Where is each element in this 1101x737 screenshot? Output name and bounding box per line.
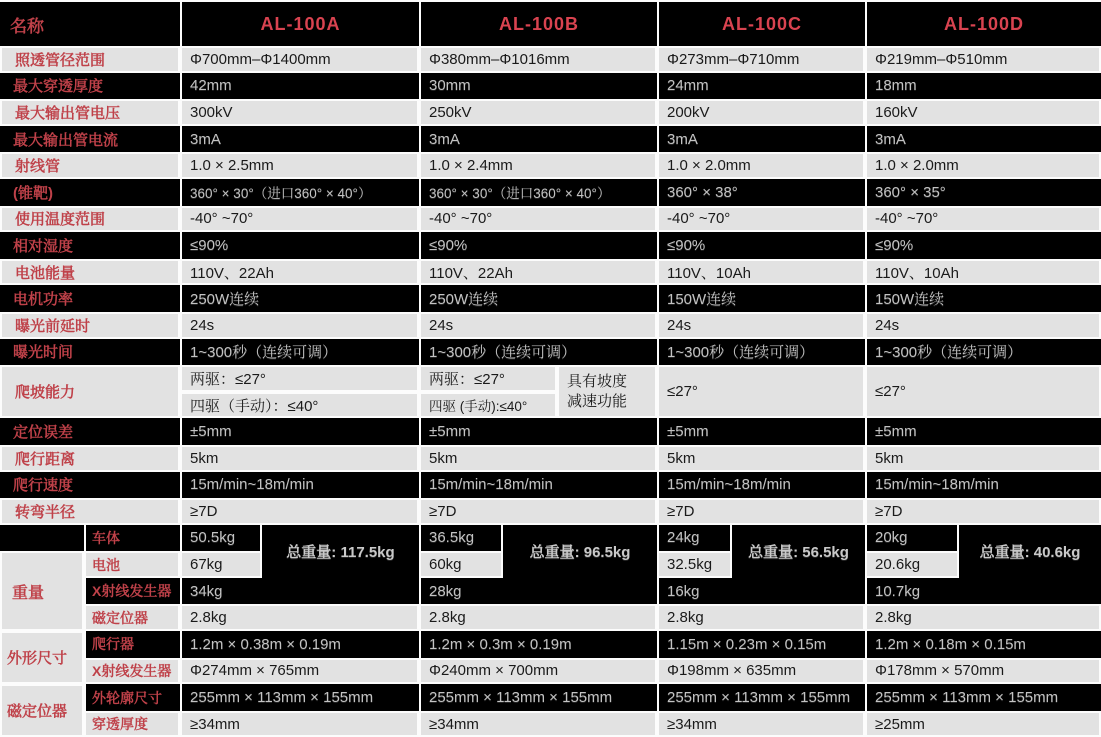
note-line1: 具有坡度 [567,373,628,391]
climb-al100d: ≤27° [865,365,1101,418]
value-al100b: 3mA [419,126,657,153]
climb-al100a [180,365,419,418]
value-al100d: -40° ~70° [865,206,1101,233]
product-header-al100d: AL-100D [865,2,1101,46]
weight-magnetic-locator-label: 磁定位器 [84,604,180,631]
row-relative-humidity [0,232,1101,259]
row-label: 最大穿透厚度 [13,78,104,96]
climb-slope-deceleration-note [557,365,657,418]
value-al100b: ≤90% [419,232,657,259]
value-al100d: 18mm [865,73,1101,100]
value-al100b: 5km [419,445,657,472]
value-al100a: 300kV [180,99,419,126]
value-al100c: 200kV [657,99,865,126]
weight-al100a-top [180,525,419,578]
row-label: 最大输出管电压 [0,99,180,126]
weight-total: 总重量: 40.6kg [979,543,1081,561]
crawler-dimensions-value: 1.15m × 0.23m × 0.15m [657,631,865,658]
penetration-thickness-value: ≥34mm [419,711,657,737]
value-al100a: 250W连续 [180,285,419,312]
weight-group-label: 重量 [0,551,84,631]
value-al100b: ±5mm [419,418,657,445]
weight-xray-generator-label: X射线发生器 [84,578,180,605]
penetration-thickness-label: 穿透厚度 [84,711,180,737]
outline-dimensions-value: 255mm × 113mm × 155mm [180,684,419,711]
table-header-row [0,2,1101,46]
value-al100b: 250kV [419,99,657,126]
value-al100d: 1.0 × 2.0mm [865,152,1101,179]
product-header-al100b: AL-100B [419,2,657,46]
value-al100b: 30mm [419,73,657,100]
value-al100d: 160kV [865,99,1101,126]
row-magnetic-locator-group [0,684,1101,737]
climb-four-wheel: 四驱（手动）：≤40° [180,392,419,419]
value-al100b: 1.0 × 2.4mm [419,152,657,179]
weight-group-label-column [0,525,84,631]
product-header-al100c: AL-100C [657,2,865,46]
row-label: 定位误差 [13,424,74,442]
row-cone-target [0,179,1101,206]
weight-total: 总重量: 96.5kg [529,543,631,561]
value-al100d: 1~300秒（连续可调） [865,339,1101,366]
row-label: 曝光前延时 [0,312,180,339]
row-label: 照透管径范围 [0,46,180,73]
row-turning-radius [0,498,1101,525]
value-al100a: -40° ~70° [180,206,419,233]
row-pipe-diameter-range [0,46,1101,73]
dimensions-al100d [865,631,1101,684]
weight-battery-value: 32.5kg [657,551,732,578]
value-al100a: 24s [180,312,419,339]
value-al100b: 15m/min~18m/min [419,472,657,499]
value-al100a: 360° × 30°（进口360° × 40°） [180,179,419,206]
weight-al100c-top [657,525,865,578]
row-operating-temp-range [0,206,1101,233]
dimensions-xray-generator-label: X射线发生器 [84,658,180,685]
value-al100c: 24mm [657,73,865,100]
climb-four-wheel: 四驱 (手动):≤40° [419,392,557,419]
value-al100d: Φ219mm–Φ510mm [865,46,1101,73]
row-label: 转弯半径 [0,498,180,525]
weight-body-value: 36.5kg [419,525,503,552]
value-al100c: 1.0 × 2.0mm [657,152,865,179]
weight-xray-generator-value: 10.7kg [865,578,1101,605]
value-al100c: 15m/min~18m/min [657,472,865,499]
row-max-penetration-thickness [0,73,1101,100]
penetration-thickness-value: ≥34mm [657,711,865,737]
value-al100a: 42mm [180,73,419,100]
value-al100c: Φ273mm–Φ710mm [657,46,865,73]
weight-battery-value: 67kg [180,551,262,578]
magnetic-locator-sub-labels [84,684,180,737]
value-al100d: 5km [865,445,1101,472]
value-al100a: 15m/min~18m/min [180,472,419,499]
climb-two-wheel: 两驱：≤27° [419,365,557,392]
value-al100c: ≥7D [657,498,865,525]
weight-magnetic-locator-value: 2.8kg [419,604,657,631]
value-al100a: Φ700mm–Φ1400mm [180,46,419,73]
row-positioning-error [0,418,1101,445]
value-al100c: -40° ~70° [657,206,865,233]
product-header-al100a: AL-100A [180,2,419,46]
row-travel-speed [0,472,1101,499]
xray-generator-dimensions-value: Φ178mm × 570mm [865,658,1101,685]
row-climb-ability [0,365,1101,418]
weight-al100b-values [419,525,503,578]
row-label: 爬行速度 [13,477,74,495]
value-al100d: 24s [865,312,1101,339]
climb-al100b-values [419,365,557,418]
spacer [0,525,84,552]
value-al100a: 1~300秒（连续可调） [180,339,419,366]
magnetic-locator-al100c [657,684,865,737]
value-al100b: Φ380mm–Φ1016mm [419,46,657,73]
row-label: 爬坡能力 [0,365,180,418]
value-al100a: 110V、22Ah [180,259,419,286]
weight-al100a [180,525,419,631]
dimensions-al100c [657,631,865,684]
outline-dimensions-label: 外轮廓尺寸 [84,684,180,711]
weight-total: 总重量: 56.5kg [748,543,849,561]
dimensions-group-label: 外形尺寸 [0,631,84,684]
value-al100a: 1.0 × 2.5mm [180,152,419,179]
value-al100c: 360° × 38° [657,179,865,206]
magnetic-locator-al100d [865,684,1101,737]
value-al100d: ±5mm [865,418,1101,445]
row-pre-exposure-delay [0,312,1101,339]
magnetic-locator-al100a [180,684,419,737]
row-label: 爬行距离 [0,445,180,472]
row-label: 相对湿度 [13,237,74,255]
weight-body-value: 24kg [657,525,732,552]
value-al100c: 5km [657,445,865,472]
weight-al100d-top [865,525,1101,578]
value-al100b: ≥7D [419,498,657,525]
row-dimensions-group [0,631,1101,684]
crawler-dimensions-value: 1.2m × 0.18m × 0.15m [865,631,1101,658]
value-al100d: 150W连续 [865,285,1101,312]
weight-al100d [865,525,1101,631]
value-al100c: 3mA [657,126,865,153]
row-max-tube-current [0,126,1101,153]
value-al100d: ≥7D [865,498,1101,525]
xray-generator-dimensions-value: Φ240mm × 700mm [419,658,657,685]
crawler-dimensions-value: 1.2m × 0.38m × 0.19m [180,631,419,658]
climb-al100c: ≤27° [657,365,865,418]
weight-magnetic-locator-value: 2.8kg [657,604,865,631]
magnetic-locator-group-label: 磁定位器 [0,684,84,737]
dimensions-sub-labels [84,631,180,684]
row-label: 射线管 [0,152,180,179]
value-al100d: 360° × 35° [865,179,1101,206]
value-al100c: 24s [657,312,865,339]
weight-al100a-values [180,525,262,578]
value-al100b: 24s [419,312,657,339]
outline-dimensions-value: 255mm × 113mm × 155mm [419,684,657,711]
value-al100a: 3mA [180,126,419,153]
note-line2: 减速功能 [567,392,628,410]
row-label: 最大输出管电流 [13,131,119,149]
value-al100b: 360° × 30°（进口360° × 40°） [419,179,657,206]
value-al100c: ±5mm [657,418,865,445]
value-al100d: 110V、10Ah [865,259,1101,286]
penetration-thickness-value: ≥25mm [865,711,1101,737]
outline-dimensions-value: 255mm × 113mm × 155mm [657,684,865,711]
weight-battery-label: 电池 [84,551,180,578]
weight-total: 总重量: 117.5kg [286,543,395,561]
value-al100a: ≤90% [180,232,419,259]
dimensions-al100b [419,631,657,684]
penetration-thickness-value: ≥34mm [180,711,419,737]
xray-generator-dimensions-value: Φ274mm × 765mm [180,658,419,685]
row-label: 电机功率 [13,291,74,309]
weight-battery-value: 60kg [419,551,503,578]
weight-al100c-values [657,525,732,578]
value-al100d: 15m/min~18m/min [865,472,1101,499]
weight-xray-generator-value: 16kg [657,578,865,605]
value-al100a: ≥7D [180,498,419,525]
row-battery-energy [0,259,1101,286]
value-al100c: 1~300秒（连续可调） [657,339,865,366]
magnetic-locator-al100b [419,684,657,737]
row-max-tube-voltage [0,99,1101,126]
dimensions-crawler-label: 爬行器 [84,631,180,658]
value-al100c: 150W连续 [657,285,865,312]
weight-al100b-top [419,525,657,578]
weight-body-label: 车体 [84,525,180,552]
weight-body-value: 20kg [865,525,959,552]
row-xray-tube [0,152,1101,179]
value-al100a: 5km [180,445,419,472]
row-label: 电池能量 [0,259,180,286]
outline-dimensions-value: 255mm × 113mm × 155mm [865,684,1101,711]
value-al100b: -40° ~70° [419,206,657,233]
value-al100c: 110V、10Ah [657,259,865,286]
row-weight-group [0,525,1101,631]
row-label: 使用温度范围 [0,206,180,233]
climb-two-wheel: 两驱：≤27° [180,365,419,392]
row-travel-distance [0,445,1101,472]
name-column-header: 名称 [10,16,44,36]
row-label: 曝光时间 [13,344,74,362]
row-label: (锥靶) [13,184,53,202]
weight-xray-generator-value: 28kg [419,578,657,605]
row-exposure-time [0,339,1101,366]
weight-body-value: 50.5kg [180,525,262,552]
value-al100a: ±5mm [180,418,419,445]
weight-al100b [419,525,657,631]
weight-magnetic-locator-value: 2.8kg [865,604,1101,631]
weight-al100c [657,525,865,631]
value-al100b: 250W连续 [419,285,657,312]
row-motor-power [0,285,1101,312]
crawler-dimensions-value: 1.2m × 0.3m × 0.19m [419,631,657,658]
climb-al100b [419,365,657,418]
xray-generator-dimensions-value: Φ198mm × 635mm [657,658,865,685]
weight-sub-labels [84,525,180,631]
weight-xray-generator-value: 34kg [180,578,419,605]
value-al100b: 1~300秒（连续可调） [419,339,657,366]
weight-magnetic-locator-value: 2.8kg [180,604,419,631]
weight-al100d-values [865,525,959,578]
value-al100b: 110V、22Ah [419,259,657,286]
value-al100d: ≤90% [865,232,1101,259]
value-al100d: 3mA [865,126,1101,153]
value-al100c: ≤90% [657,232,865,259]
dimensions-al100a [180,631,419,684]
weight-battery-value: 20.6kg [865,551,959,578]
